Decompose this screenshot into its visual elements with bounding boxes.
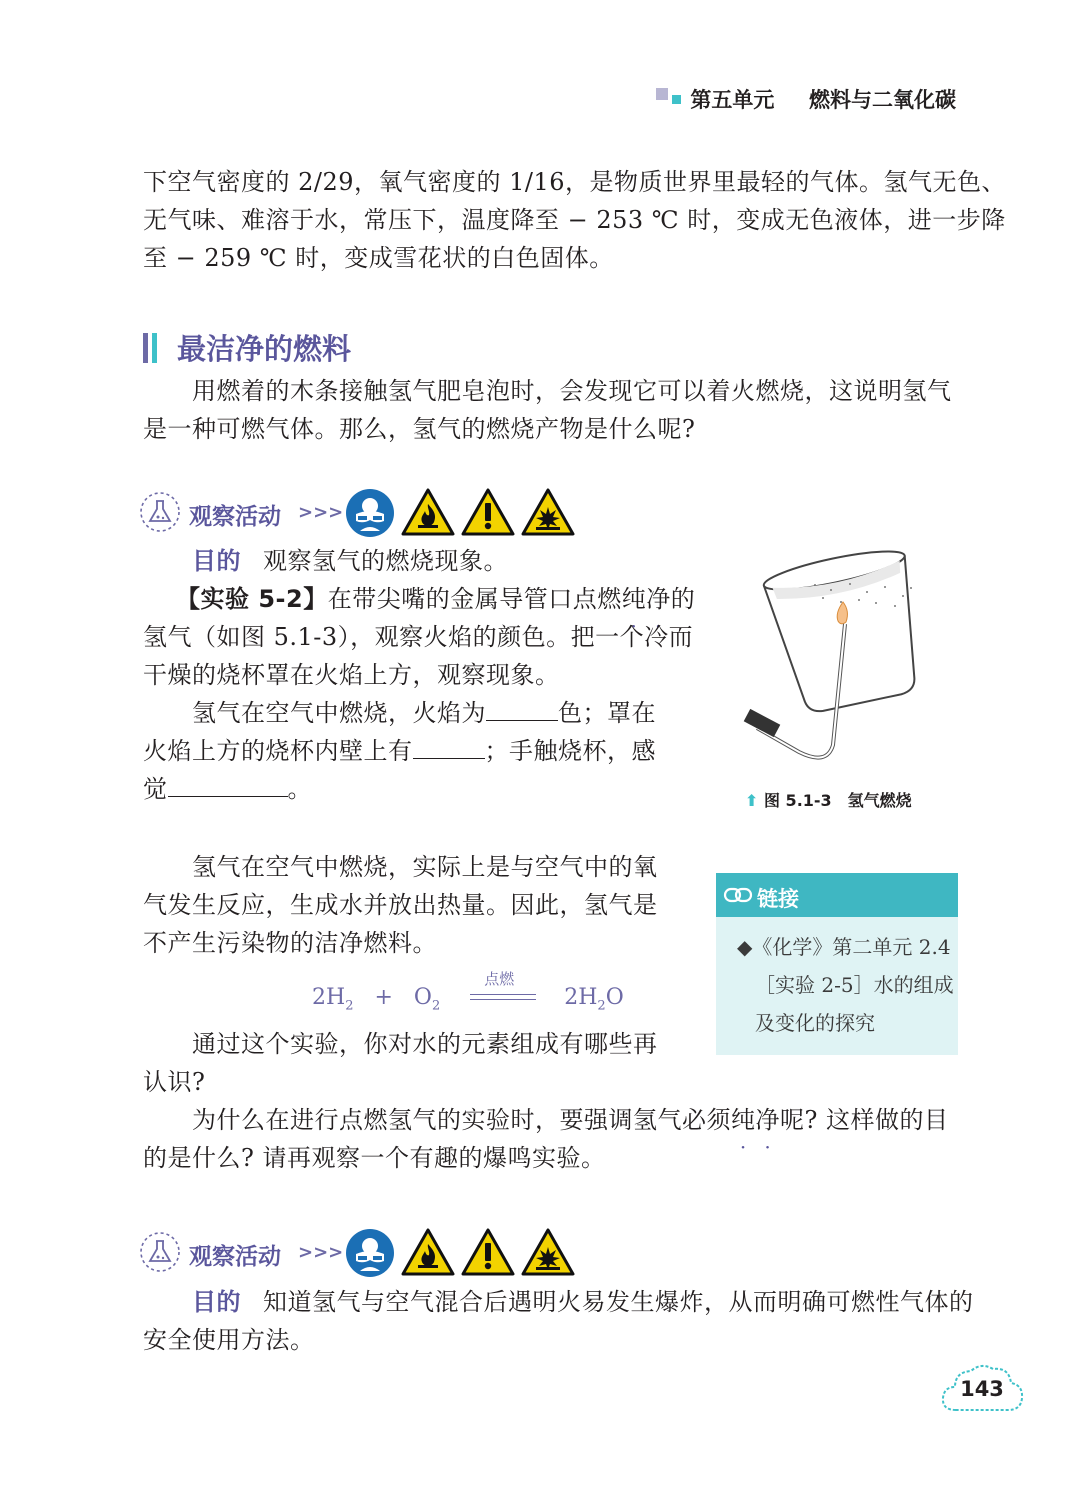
purpose-label: 目的 — [192, 1288, 241, 1316]
flammable-warning-icon — [400, 487, 456, 541]
equals-line — [470, 999, 536, 1000]
link-line-3: 及变化的探究 — [755, 1011, 875, 1035]
figure-caption — [745, 788, 912, 811]
goggles-icon — [344, 1227, 396, 1283]
answer-blank[interactable] — [413, 738, 485, 759]
intro-line-3: 至 − 259 ℃ 时，变成雪花状的白色固体。 — [143, 244, 614, 272]
experiment-text: 的 — [670, 585, 696, 613]
answer-blank[interactable] — [168, 776, 288, 797]
section-title: 最洁净的燃料 — [177, 332, 352, 366]
reactant-h2: 2H — [312, 985, 346, 1010]
equals-line — [470, 994, 536, 995]
reactant-o2: O — [413, 985, 432, 1010]
caution-warning-icon — [460, 487, 516, 541]
purpose-text: 观察氢气的燃烧现象。 — [263, 547, 508, 575]
activity-title: 观察活动 — [189, 1244, 281, 1270]
caution-warning-icon — [460, 1227, 516, 1281]
experiment-label: 【实验 5-2】 — [176, 585, 328, 613]
activity-arrows: >>> — [298, 502, 344, 523]
activity-arrows: >>> — [298, 1242, 344, 1263]
intro-line-2: 无气味、难溶于水，常压下，温度降至 − 253 ℃ 时，变成无色液体，进一步降 — [143, 206, 1006, 234]
link-icon — [723, 886, 753, 908]
emphasis-char: 纯 — [731, 1106, 756, 1134]
question-text: 。 — [287, 775, 312, 803]
body2-question-line-2: 认识? — [143, 1068, 206, 1096]
link-line-2: ［实验 2-5］水的组成 — [755, 973, 954, 997]
subscript: 2 — [597, 998, 606, 1014]
section-line-1: 用燃着的木条接触氢气肥皂泡时，会发现它可以着火燃烧，这说明氢气 — [192, 377, 952, 405]
running-header — [690, 84, 956, 114]
page-number: 143 — [960, 1377, 1004, 1401]
body2-line-2: 气发生反应，生成水并放出热量。因此，氢气是 — [143, 891, 658, 919]
condition-text: 点燃 — [484, 970, 515, 988]
subscript: 2 — [431, 998, 441, 1014]
goggles-icon — [344, 487, 396, 543]
question-text: 呢? 这样做的目 — [780, 1106, 949, 1134]
intro-line-1: 下空气密度的 2/29，氧气密度的 1/16，是物质世界里最轻的气体。氢气无色、 — [143, 168, 1007, 196]
question-text: 火焰上方的烧杯内壁上有 — [143, 737, 413, 765]
header-decor-square-small — [672, 95, 681, 104]
experiment-line-2: 氢气（如图 5.1-3），观察火焰的颜色。把一个冷而 — [143, 623, 694, 651]
header-unit: 第五单元 — [690, 88, 775, 112]
explosive-warning-icon — [520, 487, 576, 541]
reaction-condition — [470, 970, 536, 1008]
question-line-2 — [143, 732, 656, 770]
question-line-3 — [143, 770, 312, 808]
body2-question-line-1: 通过这个实验，你对水的元素组成有哪些再 — [192, 1030, 658, 1058]
answer-blank[interactable] — [486, 700, 558, 721]
section-line-2: 是一种可燃气体。那么，氢气的燃烧产物是什么呢? — [143, 415, 696, 443]
body2-question2-line-2: 的是什么? 请再观察一个有趣的爆鸣实验。 — [143, 1144, 606, 1172]
activity-title: 观察活动 — [189, 504, 281, 530]
hydrogen-burning-illustration — [735, 540, 955, 784]
emphasis-char: 纯 — [621, 585, 647, 613]
section-marker — [143, 333, 148, 363]
flammable-warning-icon — [400, 1227, 456, 1281]
question-text: ；手触烧杯，感 — [484, 737, 656, 765]
question-line-1 — [192, 694, 656, 732]
question-text: 氢气在空气中燃烧，火焰为 — [192, 699, 486, 727]
body2-question2-line-1 — [192, 1101, 949, 1139]
link-title: 链接 — [757, 887, 799, 911]
section-marker-accent — [152, 333, 157, 363]
experiment-line-1 — [176, 580, 695, 618]
header-decor-square — [656, 88, 668, 100]
subscript: 2 — [345, 998, 354, 1014]
explosive-warning-icon — [520, 1227, 576, 1281]
experiment-text: 在带尖嘴的金属导管口点燃 — [327, 585, 622, 613]
body2-line-1: 氢气在空气中燃烧，实际上是与空气中的氧 — [192, 853, 658, 881]
link-line-1: ◆《化学》第二单元 2.4 — [737, 935, 951, 959]
activity2-purpose-line-1 — [192, 1283, 974, 1321]
question-text: 色；罩在 — [558, 699, 656, 727]
figure-caption-text: 图 5.1-3 氢气燃烧 — [763, 791, 912, 810]
body2-line-3: 不产生污染物的洁净燃料。 — [143, 929, 437, 957]
activity-purpose — [192, 542, 508, 580]
header-title: 燃料与二氧化碳 — [809, 88, 956, 112]
activity-flask-icon — [139, 1231, 181, 1277]
up-arrow-icon: ⬆ — [745, 791, 759, 810]
product-h2o: 2H — [564, 985, 598, 1010]
emphasis-char: 净 — [755, 1106, 780, 1134]
emphasis-char: 净 — [646, 585, 671, 613]
question-text: 为什么在进行点燃氢气的实验时，要强调氢气必须 — [192, 1106, 731, 1134]
plus-sign: + — [374, 985, 393, 1010]
product-o: O — [605, 985, 624, 1010]
activity2-purpose-line-2: 安全使用方法。 — [143, 1326, 315, 1354]
question-text: 觉 — [143, 775, 168, 803]
activity-flask-icon — [139, 491, 181, 537]
experiment-line-3: 干燥的烧杯罩在火焰上方，观察现象。 — [143, 661, 560, 689]
purpose-text: 知道氢气与空气混合后遇明火易发生爆炸，从而明确可燃性气体的 — [263, 1288, 974, 1316]
chemical-equation — [312, 970, 624, 1014]
purpose-label: 目的 — [192, 547, 241, 575]
